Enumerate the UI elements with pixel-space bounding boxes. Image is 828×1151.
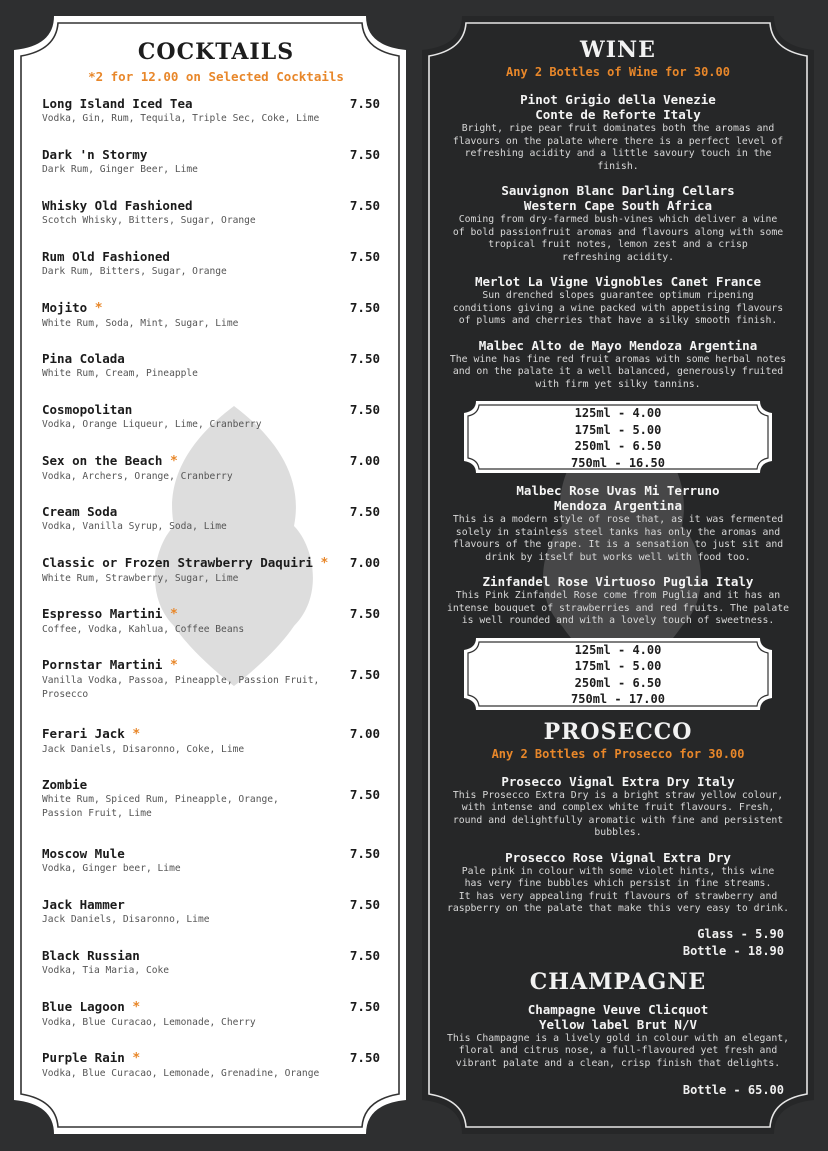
- rose-list: [442, 483, 794, 628]
- cocktail-item: [42, 453, 394, 504]
- wine-desc-line: tropical fruit notes, lemon zest and a crisp: [488, 239, 748, 250]
- cocktail-price: 7.50: [349, 147, 380, 162]
- cocktail-ingredients: White Rum, Strawberry, Sugar, Lime: [42, 573, 239, 584]
- wine-name: Sauvignon Blanc Darling Cellars: [501, 183, 735, 198]
- cocktail-item: [42, 1050, 394, 1101]
- cocktail-ingredients: Scotch Whisky, Bitters, Sugar, Orange: [42, 215, 256, 226]
- price-line: 125ml - 4.00: [574, 642, 662, 657]
- wine-desc-line: This Prosecco Extra Dry is a bright straw yellow colour,: [452, 789, 784, 801]
- prosecco-offer: Any 2 Bottles of Prosecco for 30.00: [491, 746, 745, 761]
- wine-name: Western Cape South Africa: [523, 198, 713, 213]
- cocktail-name-text: Moscow Mule: [42, 846, 125, 861]
- wine-description: [442, 590, 794, 628]
- cocktail-name: [42, 846, 394, 862]
- champagne-desc-line: This Champagne is a lively gold in colour with an elegant,: [446, 1032, 790, 1044]
- wine-desc-line: of bold passionfruit aromas and flavours along with some: [452, 226, 784, 238]
- prosecco-list: [442, 774, 794, 916]
- prosecco-item: [442, 774, 794, 840]
- cocktail-item: [42, 846, 394, 897]
- wine-title: WINE: [580, 37, 656, 63]
- wine-desc-line: bubbles.: [594, 827, 642, 838]
- cocktail-ingredients: Vanilla Vodka, Passoa, Pineapple, Passion Fruit,: [42, 675, 320, 686]
- wine-item: [442, 483, 794, 564]
- wine-desc-line: of plums and cherries that have a silky smooth finish.: [458, 315, 778, 326]
- prosecco-item: [442, 850, 794, 916]
- wine-desc-line: Bright, ripe pear fruit dominates both the aromas and: [461, 123, 775, 134]
- cocktail-name: [42, 453, 394, 470]
- wine-desc-line: refreshing acidity.: [561, 251, 675, 263]
- wine-desc-line: solely in stainless steel tanks has only the aromas and: [455, 526, 781, 538]
- wine-desc-line: This is a modern style of rose that, as it was fermented: [452, 514, 784, 525]
- prosecco-bottle-price: Bottle - 18.90: [682, 943, 784, 958]
- prosecco-glass-price: Glass - 5.90: [697, 926, 784, 941]
- price-line: 250ml - 6.50: [574, 439, 662, 453]
- cocktail-name: [42, 402, 394, 418]
- cocktail-price: 7.50: [349, 96, 380, 111]
- cocktail-item: [42, 147, 394, 198]
- selected-star-icon: *: [169, 607, 178, 622]
- cocktail-name-text: Classic or Frozen Strawberry Daquiri: [42, 555, 313, 570]
- cocktail-name-text: Cream Soda: [42, 504, 118, 519]
- wine-desc-line: is well rounded and with a lovely touch of sweetness.: [461, 615, 775, 626]
- cocktail-price: 7.00: [349, 555, 380, 570]
- wine-offer: Any 2 Bottles of Wine for 30.00: [506, 65, 730, 79]
- wine-desc-line: It has very appealing fruit flavours of strawberry and: [458, 890, 778, 902]
- cocktail-name-text: Whisky Old Fashioned: [42, 198, 193, 213]
- selected-star-icon: *: [320, 556, 329, 571]
- champagne-bottle-price: Bottle - 65.00: [682, 1083, 784, 1097]
- cocktail-price: 7.50: [349, 402, 380, 417]
- cocktail-name-text: Long Island Iced Tea: [42, 96, 193, 111]
- cocktail-price: 7.50: [349, 787, 380, 802]
- cocktail-name: [42, 504, 394, 520]
- cocktail-name: [42, 897, 394, 913]
- cocktail-price: 7.50: [349, 1050, 380, 1065]
- cocktail-ingredients: Dark Rum, Bitters, Sugar, Orange: [42, 266, 227, 277]
- wine-item: [442, 574, 794, 628]
- price-line: 175ml - 5.00: [574, 422, 662, 437]
- cocktail-ingredients: Vodka, Tia Maria, Coke: [42, 965, 170, 976]
- selected-star-icon: *: [94, 301, 103, 316]
- wine-name: Mendoza Argentina: [554, 498, 682, 513]
- wine-description: [442, 514, 794, 564]
- champagne-desc-line: floral and citrus nose, a full-flavoured yet fresh and: [458, 1045, 778, 1056]
- cocktail-ingredients: Vodka, Vanilla Syrup, Soda, Lime: [42, 521, 227, 532]
- cocktail-item: [42, 726, 394, 777]
- cocktail-list: [42, 96, 394, 1101]
- wine-desc-line: This Pink Zinfandel Rose come from Puglia and it has an: [455, 590, 781, 601]
- cocktail-name-text: Sex on the Beach: [42, 453, 163, 468]
- wine-name: Prosecco Vignal Extra Dry Italy: [501, 773, 735, 789]
- cocktail-ingredients: White Rum, Spiced Rum, Pineapple, Orange,: [42, 794, 279, 805]
- wine-desc-line: flavours on the palate where there is a perfect level of: [452, 135, 784, 147]
- cocktails-offer: *2 for 12.00 on Selected Cocktails: [88, 69, 344, 84]
- wine-item: [442, 183, 794, 264]
- cocktail-ingredients: Vodka, Gin, Rum, Tequila, Triple Sec, Coke, Lime: [42, 113, 320, 124]
- wine-desc-line: has very fine bubbles which persist in fine streams.: [464, 878, 772, 889]
- wine-desc-line: and on the palate it a well balanced, generously fruited: [452, 366, 784, 377]
- cocktail-item: [42, 402, 394, 453]
- wine-desc-line: Pale pink in colour with some violet hints, this wine: [461, 865, 775, 877]
- price-line: 250ml - 6.50: [574, 675, 662, 690]
- drinks-panel: [422, 16, 814, 1134]
- champagne-name-1: Champagne Veuve Clicquot: [527, 1001, 709, 1017]
- selected-star-icon: *: [132, 727, 141, 742]
- wine-description: [442, 123, 794, 173]
- cocktail-name: [42, 351, 394, 367]
- wine-price-box-1: [464, 401, 772, 473]
- cocktail-name: [42, 999, 394, 1016]
- cocktail-name-text: Espresso Martini: [42, 606, 163, 621]
- cocktail-price: 7.50: [349, 948, 380, 963]
- cocktail-ingredients: White Rum, Soda, Mint, Sugar, Lime: [42, 318, 239, 329]
- cocktail-name: [42, 1050, 394, 1067]
- wine-desc-line: round and delightfully aromatic with fine and persistent: [452, 814, 784, 826]
- cocktail-price: 7.50: [349, 897, 380, 912]
- cocktail-name-text: Purple Rain: [42, 1050, 125, 1065]
- cocktail-price: 7.50: [349, 504, 380, 519]
- cocktail-price: 7.50: [349, 249, 380, 264]
- cocktail-ingredients: Prosecco: [42, 689, 89, 700]
- cocktail-name: [42, 555, 394, 572]
- wine-desc-line: Coming from dry-farmed bush-vines which deliver a wine: [458, 214, 778, 225]
- prosecco-title: PROSECCO: [543, 718, 693, 745]
- cocktail-name: [42, 249, 394, 265]
- cocktail-price: 7.00: [349, 453, 380, 468]
- cocktail-ingredients: Dark Rum, Ginger Beer, Lime: [42, 164, 198, 175]
- cocktail-price: 7.50: [349, 999, 380, 1014]
- selected-star-icon: *: [169, 658, 178, 673]
- cocktail-item: [42, 96, 394, 147]
- champagne-description: [442, 1033, 794, 1071]
- wine-name: Conte de Reforte Italy: [535, 107, 701, 122]
- price-line: 750ml - 16.50: [571, 455, 665, 470]
- prosecco-prices: [442, 926, 794, 960]
- cocktail-name-text: Zombie: [42, 777, 88, 792]
- wine-description: [442, 790, 794, 840]
- cocktail-item: [42, 300, 394, 351]
- price-line: 175ml - 5.00: [574, 659, 662, 673]
- cocktail-price: 7.50: [349, 198, 380, 213]
- cocktail-name-text: Rum Old Fashioned: [42, 249, 170, 264]
- wine-desc-line: finish.: [597, 160, 639, 172]
- cocktail-ingredients: White Rum, Cream, Pineapple: [42, 368, 198, 379]
- cocktail-item: [42, 249, 394, 300]
- cocktail-item: [42, 657, 394, 726]
- wine-item: [442, 92, 794, 173]
- cocktail-name: [42, 777, 394, 793]
- cocktail-ingredients: Passion Fruit, Lime: [42, 808, 152, 819]
- cocktail-item: [42, 351, 394, 402]
- wine-description: [442, 866, 794, 916]
- selected-star-icon: *: [132, 1051, 141, 1066]
- cocktail-name: [42, 198, 394, 214]
- wine-name: Malbec Rose Uvas Mi Terruno: [516, 483, 720, 498]
- wine-desc-line: flavours of the grape. It is a sensation to just sit and: [452, 539, 784, 550]
- cocktail-name-text: Dark 'n Stormy: [42, 147, 148, 162]
- cocktail-ingredients: Vodka, Ginger beer, Lime: [42, 863, 181, 874]
- cocktail-name: [42, 606, 394, 623]
- champagne-title: CHAMPAGNE: [529, 968, 707, 995]
- cocktail-name-text: Jack Hammer: [42, 897, 125, 912]
- cocktail-ingredients: Vodka, Blue Curacao, Lemonade, Cherry: [42, 1017, 256, 1028]
- wine-desc-line: with intense and complex white fruit flavours. Fresh,: [461, 802, 775, 813]
- wine-name: Prosecco Rose Vignal Extra Dry: [505, 849, 731, 865]
- selected-star-icon: *: [132, 1000, 141, 1015]
- cocktail-item: [42, 777, 394, 846]
- cocktail-name: [42, 726, 394, 743]
- cocktail-name: [42, 147, 394, 163]
- wine-desc-line: intense bouquet of strawberries and red fruits. The palate: [446, 602, 790, 614]
- wine-name: Zinfandel Rose Virtuoso Puglia Italy: [482, 574, 754, 589]
- cocktail-name-text: Ferari Jack: [42, 726, 125, 741]
- cocktail-name-text: Blue Lagoon: [42, 999, 125, 1014]
- cocktail-name: [42, 300, 394, 317]
- price-line: 750ml - 17.00: [571, 692, 665, 706]
- wine-description: [442, 354, 794, 392]
- wine-name: Merlot La Vigne Vignobles Canet France: [475, 274, 761, 289]
- wine-description: [442, 214, 794, 264]
- wine-price-box-2: [464, 638, 772, 710]
- cocktail-name-text: Mojito: [42, 300, 88, 315]
- cocktail-ingredients: Vodka, Blue Curacao, Lemonade, Grenadine, Orange: [42, 1068, 320, 1079]
- wine-desc-line: Sun drenched slopes guarantee optimum ripening: [482, 290, 754, 301]
- cocktail-item: [42, 897, 394, 948]
- cocktail-item: [42, 606, 394, 657]
- price-line: 125ml - 4.00: [574, 406, 662, 420]
- cocktail-item: [42, 198, 394, 249]
- cocktail-name-text: Cosmopolitan: [42, 402, 133, 417]
- champagne-desc-line: vibrant palate and a clean, crisp finish that delights.: [455, 1057, 781, 1069]
- wine-name: Malbec Alto de Mayo Mendoza Argentina: [478, 337, 758, 353]
- cocktail-item: [42, 948, 394, 999]
- cocktail-item: [42, 999, 394, 1050]
- cocktail-ingredients: Vodka, Archers, Orange, Cranberry: [42, 471, 233, 482]
- cocktail-name-text: Pornstar Martini: [42, 657, 163, 672]
- wine-desc-line: with firm yet silky tannins.: [535, 378, 701, 390]
- cocktail-name-text: Black Russian: [42, 948, 140, 963]
- wine-desc-line: raspberry on the palate that make this very easy to drink.: [446, 903, 790, 914]
- cocktails-title: COCKTAILS: [137, 39, 295, 65]
- cocktail-ingredients: Jack Daniels, Disaronno, Lime: [42, 914, 210, 925]
- cocktail-price: 7.50: [349, 300, 380, 315]
- wine-item: [442, 274, 794, 328]
- champagne-prices: [442, 1082, 794, 1099]
- cocktail-item: [42, 504, 394, 555]
- wine-desc-line: refreshing acidity and a little savoury touch in the: [464, 148, 772, 159]
- wine-desc-line: drink by itself but works well with food too.: [485, 551, 751, 563]
- cocktail-price: 7.50: [349, 846, 380, 861]
- cocktail-ingredients: Jack Daniels, Disaronno, Coke, Lime: [42, 744, 245, 755]
- champagne-name-2: Yellow label Brut N/V: [538, 1016, 698, 1032]
- cocktail-name: [42, 948, 394, 964]
- cocktails-panel: [14, 16, 406, 1134]
- wine-description: [442, 290, 794, 328]
- cocktail-price: 7.50: [349, 606, 380, 621]
- cocktail-ingredients: Coffee, Vodka, Kahlua, Coffee Beans: [42, 624, 245, 635]
- champagne-item: [442, 1002, 794, 1071]
- cocktail-name: [42, 96, 394, 112]
- wine-desc-line: conditions giving a wine packed with appetising flavours: [452, 302, 784, 314]
- cocktail-name: [42, 657, 394, 674]
- wine-desc-line: The wine has fine red fruit aromas with some herbal notes: [449, 353, 787, 365]
- cocktail-item: [42, 555, 394, 606]
- cocktail-name-text: Pina Colada: [42, 351, 125, 366]
- wine-name: Pinot Grigio della Venezie: [520, 92, 716, 107]
- wine-item: [442, 338, 794, 392]
- cocktail-price: 7.00: [349, 726, 380, 741]
- cocktail-price: 7.50: [349, 667, 380, 682]
- cocktail-price: 7.50: [349, 351, 380, 366]
- selected-star-icon: *: [169, 454, 178, 469]
- wine-list: [442, 92, 794, 391]
- cocktail-ingredients: Vodka, Orange Liqueur, Lime, Cranberry: [42, 419, 262, 430]
